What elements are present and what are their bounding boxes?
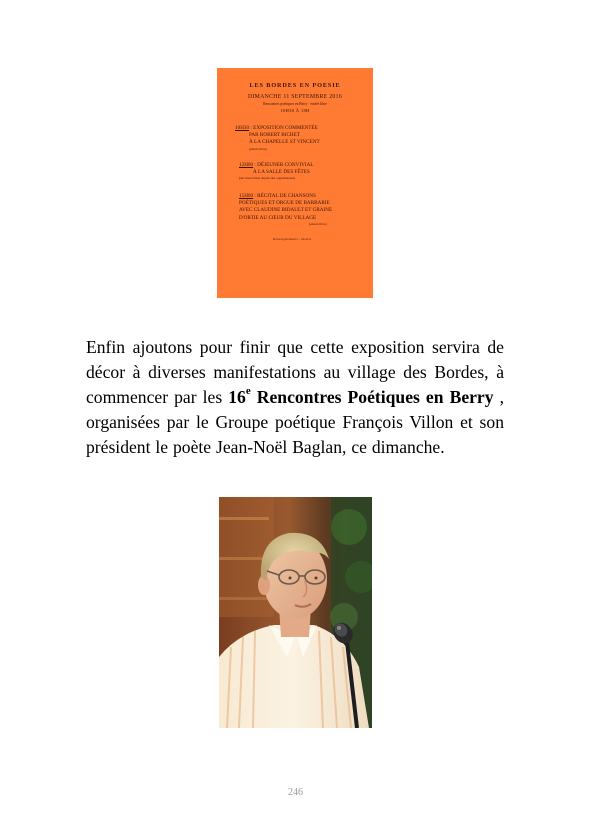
flyer-event1-line3: À LA CHAPELLE ST VINCENT [249,139,320,146]
flyer-event3-line2: POÉTIQUES ET ORGUE DE BARBARIE [239,200,330,207]
flyer-date: DIMANCHE 11 SEPTEMBRE 2016 [247,94,343,100]
flyer-event3-time: 15H00 [239,193,254,200]
flyer-event2-note: (sur réservation auprès des organisateurs) [239,176,296,181]
flyer-event2-time: 12H00 [239,161,254,168]
poet-photo [219,497,372,728]
flyer-event2-line2: À LA SALLE DES FÊTES [253,168,310,175]
flyer-event3-line1: : RÉCITAL DE CHANSONS [253,193,316,200]
flyer-hours: 10H30 À 18H [280,108,310,113]
flyer-footer: Renseignements : mairie [273,236,312,241]
flyer-event-lunch [229,162,361,181]
paragraph-text-end: , organisées par le Groupe poétique François Villon et son président le poète Jean-Noël Baglan, ce dimanche. [86,387,505,457]
page-number: 246 [288,787,303,798]
flyer-event3-note: (entrée libre) [309,221,327,226]
flyer-title: LES BORDES EN POESIE [249,82,341,89]
body-paragraph [86,335,504,460]
flyer-event3-line4: D'ORTIE AU CŒUR DU VILLAGE [239,214,317,221]
flyer-event1-time: 10H30 [235,125,250,131]
paragraph-edition-number: 16 [228,387,246,407]
paragraph-edition-superscript: e [245,385,251,397]
paragraph-text-start: Enfin ajoutons pour finir que cette exposition servira de décor à diverses manifestations au village des Bordes, à commencer par les [86,337,504,407]
flyer-event3-line3: AVEC CLAUDINE BIDAULT ET GRAINE [239,207,333,214]
paragraph-event-title: Rencontres Poétiques en Berry [250,387,494,407]
flyer-event2-line1: : DÉJEUNER CONVIVIAL [253,161,314,168]
flyer-event-recital [229,193,361,227]
flyer-subtitle: Rencontres poétiques en Berry · entrée libre [263,102,327,106]
flyer-event1-line1: : EXPOSITION COMMENTÉE [249,125,318,131]
event-flyer-image [217,68,373,298]
flyer-event-exhibition [229,125,361,152]
flyer-event1-line2: PAR ROBERT BICHET [249,132,300,139]
flyer-event1-note: (entrée libre) [249,146,267,151]
